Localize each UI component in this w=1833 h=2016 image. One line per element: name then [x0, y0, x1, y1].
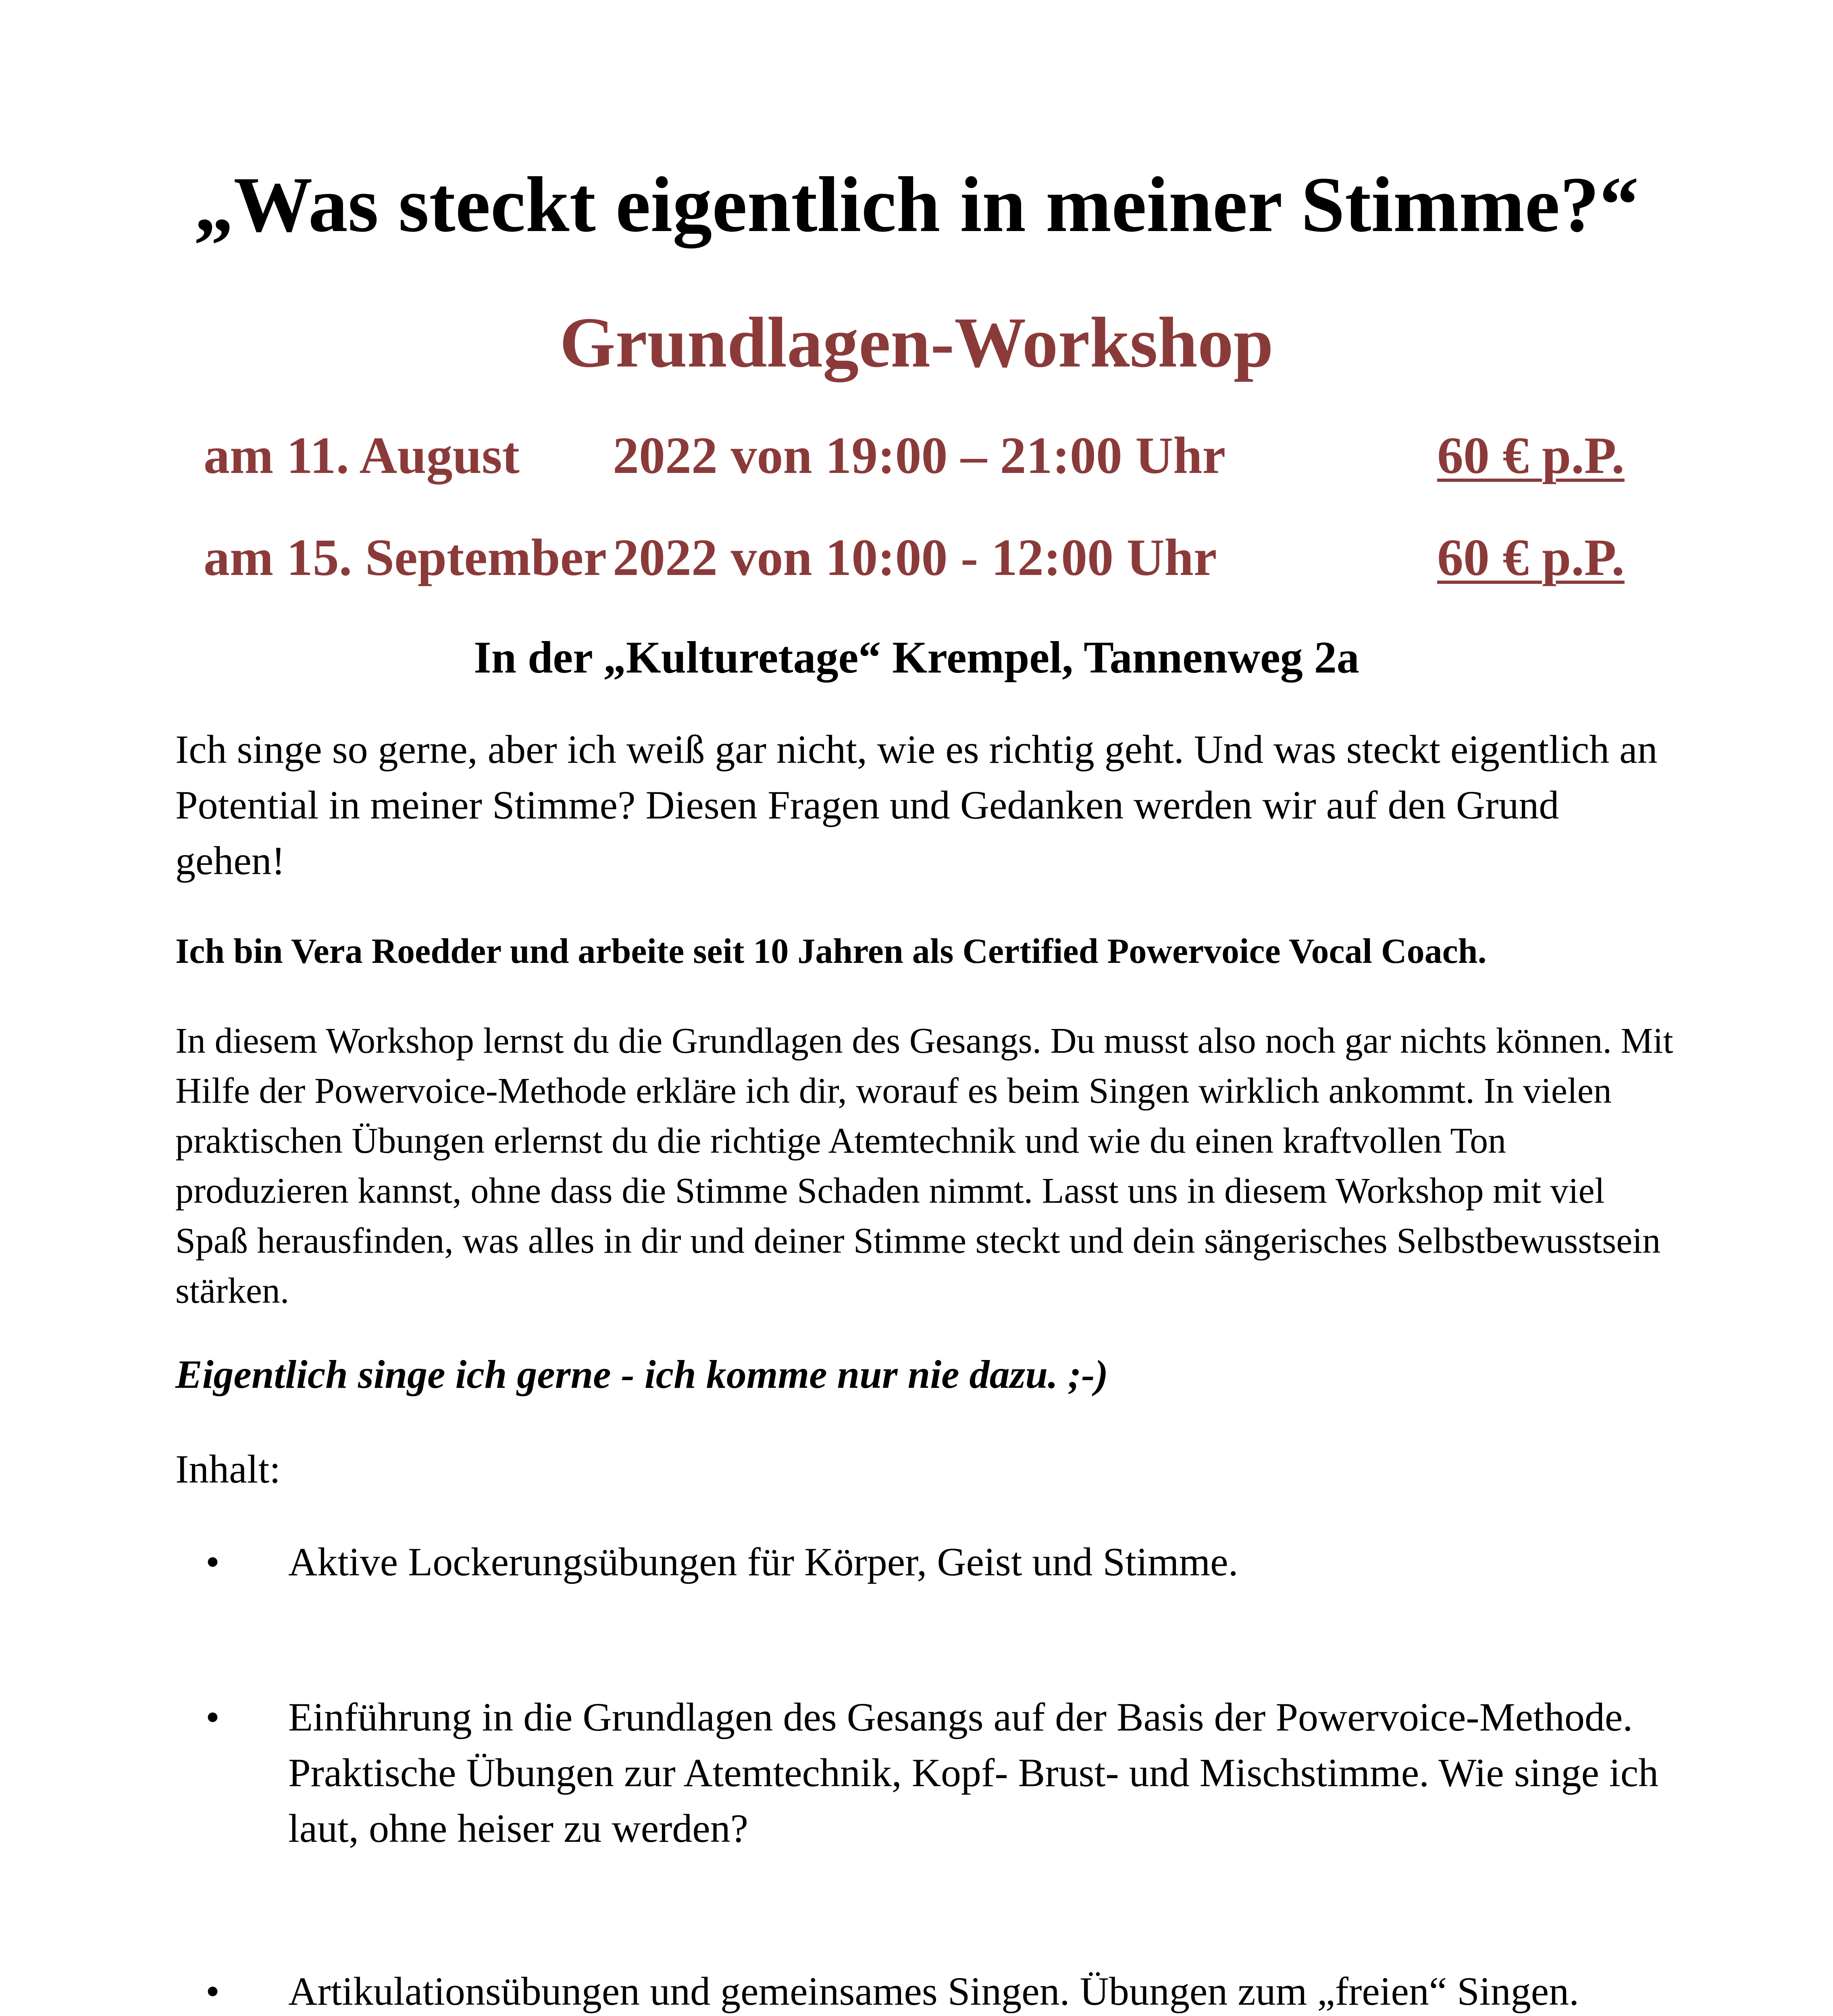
list-item-text: Artikulationsübungen und gemeinsames Singen. Übungen zum „freien“ Singen.	[288, 1969, 1579, 2014]
bullet-icon: •	[206, 1539, 220, 1584]
motto-line: Eigentlich singe ich gerne - ich komme nur nie dazu. ;-)	[175, 1352, 1109, 1397]
bullet-icon: •	[206, 1969, 220, 2014]
price-label: 60 € p.P.	[1437, 529, 1625, 587]
time-label: 2022 von 19:00 – 21:00 Uhr	[613, 427, 1226, 485]
list-item-text: Einführung in die Grundlagen des Gesangs auf der Basis der Powervoice-Methode. Praktische Übungen zur Atemtechnik, Kopf- Brust- und Mischstimme. Wie singe ich laut, ohne heiser zu werden?	[288, 1695, 1659, 1851]
date-label: am 15. September	[204, 529, 607, 587]
bullet-icon: •	[206, 1695, 220, 1739]
date-label: am 11. August	[204, 427, 520, 485]
page-title: „Was steckt eigentlich in meiner Stimme?“	[194, 161, 1639, 248]
workshop-subtitle: Grundlagen-Workshop	[560, 302, 1273, 382]
time-label: 2022 von 10:00 - 12:00 Uhr	[613, 529, 1217, 587]
price-label: 60 € p.P.	[1437, 427, 1625, 485]
date-row	[0, 429, 1833, 494]
list-item-text: Aktive Lockerungsübungen für Körper, Geist und Stimme.	[288, 1539, 1238, 1584]
venue-line: In der „Kulturetage“ Krempel, Tannenweg 2a	[474, 633, 1359, 683]
coach-paragraph: Ich bin Vera Roedder und arbeite seit 10 Jahren als Certified Powervoice Vocal Coach.	[175, 932, 1487, 971]
date-row	[0, 531, 1833, 596]
intro-paragraph: Ich singe so gerne, aber ich weiß gar nicht, wie es richtig geht. Und was steckt eigentlich an Potential in meiner Stimme? Diesen Fragen und Gedanken werden wir auf den Grund gehen!	[175, 727, 1658, 883]
description-paragraph: In diesem Workshop lernst du die Grundlagen des Gesangs. Du musst also noch gar nichts können. Mit Hilfe der Powervoice-Methode erkläre ich dir, worauf es beim Singen wirklich ankommt. In vielen praktischen Übungen erlernst du die richtige Atemtechnik und wie du einen kraftvollen Ton produzieren kannst, ohne dass die Stimme Schaden nimmt. Lasst uns in diesem Workshop mit viel Spaß herausfinden, was alles in dir und deiner Stimme steckt und dein sängerisches Selbstbewusstsein stärken.	[175, 1021, 1673, 1311]
contents-heading: Inhalt:	[175, 1447, 281, 1491]
